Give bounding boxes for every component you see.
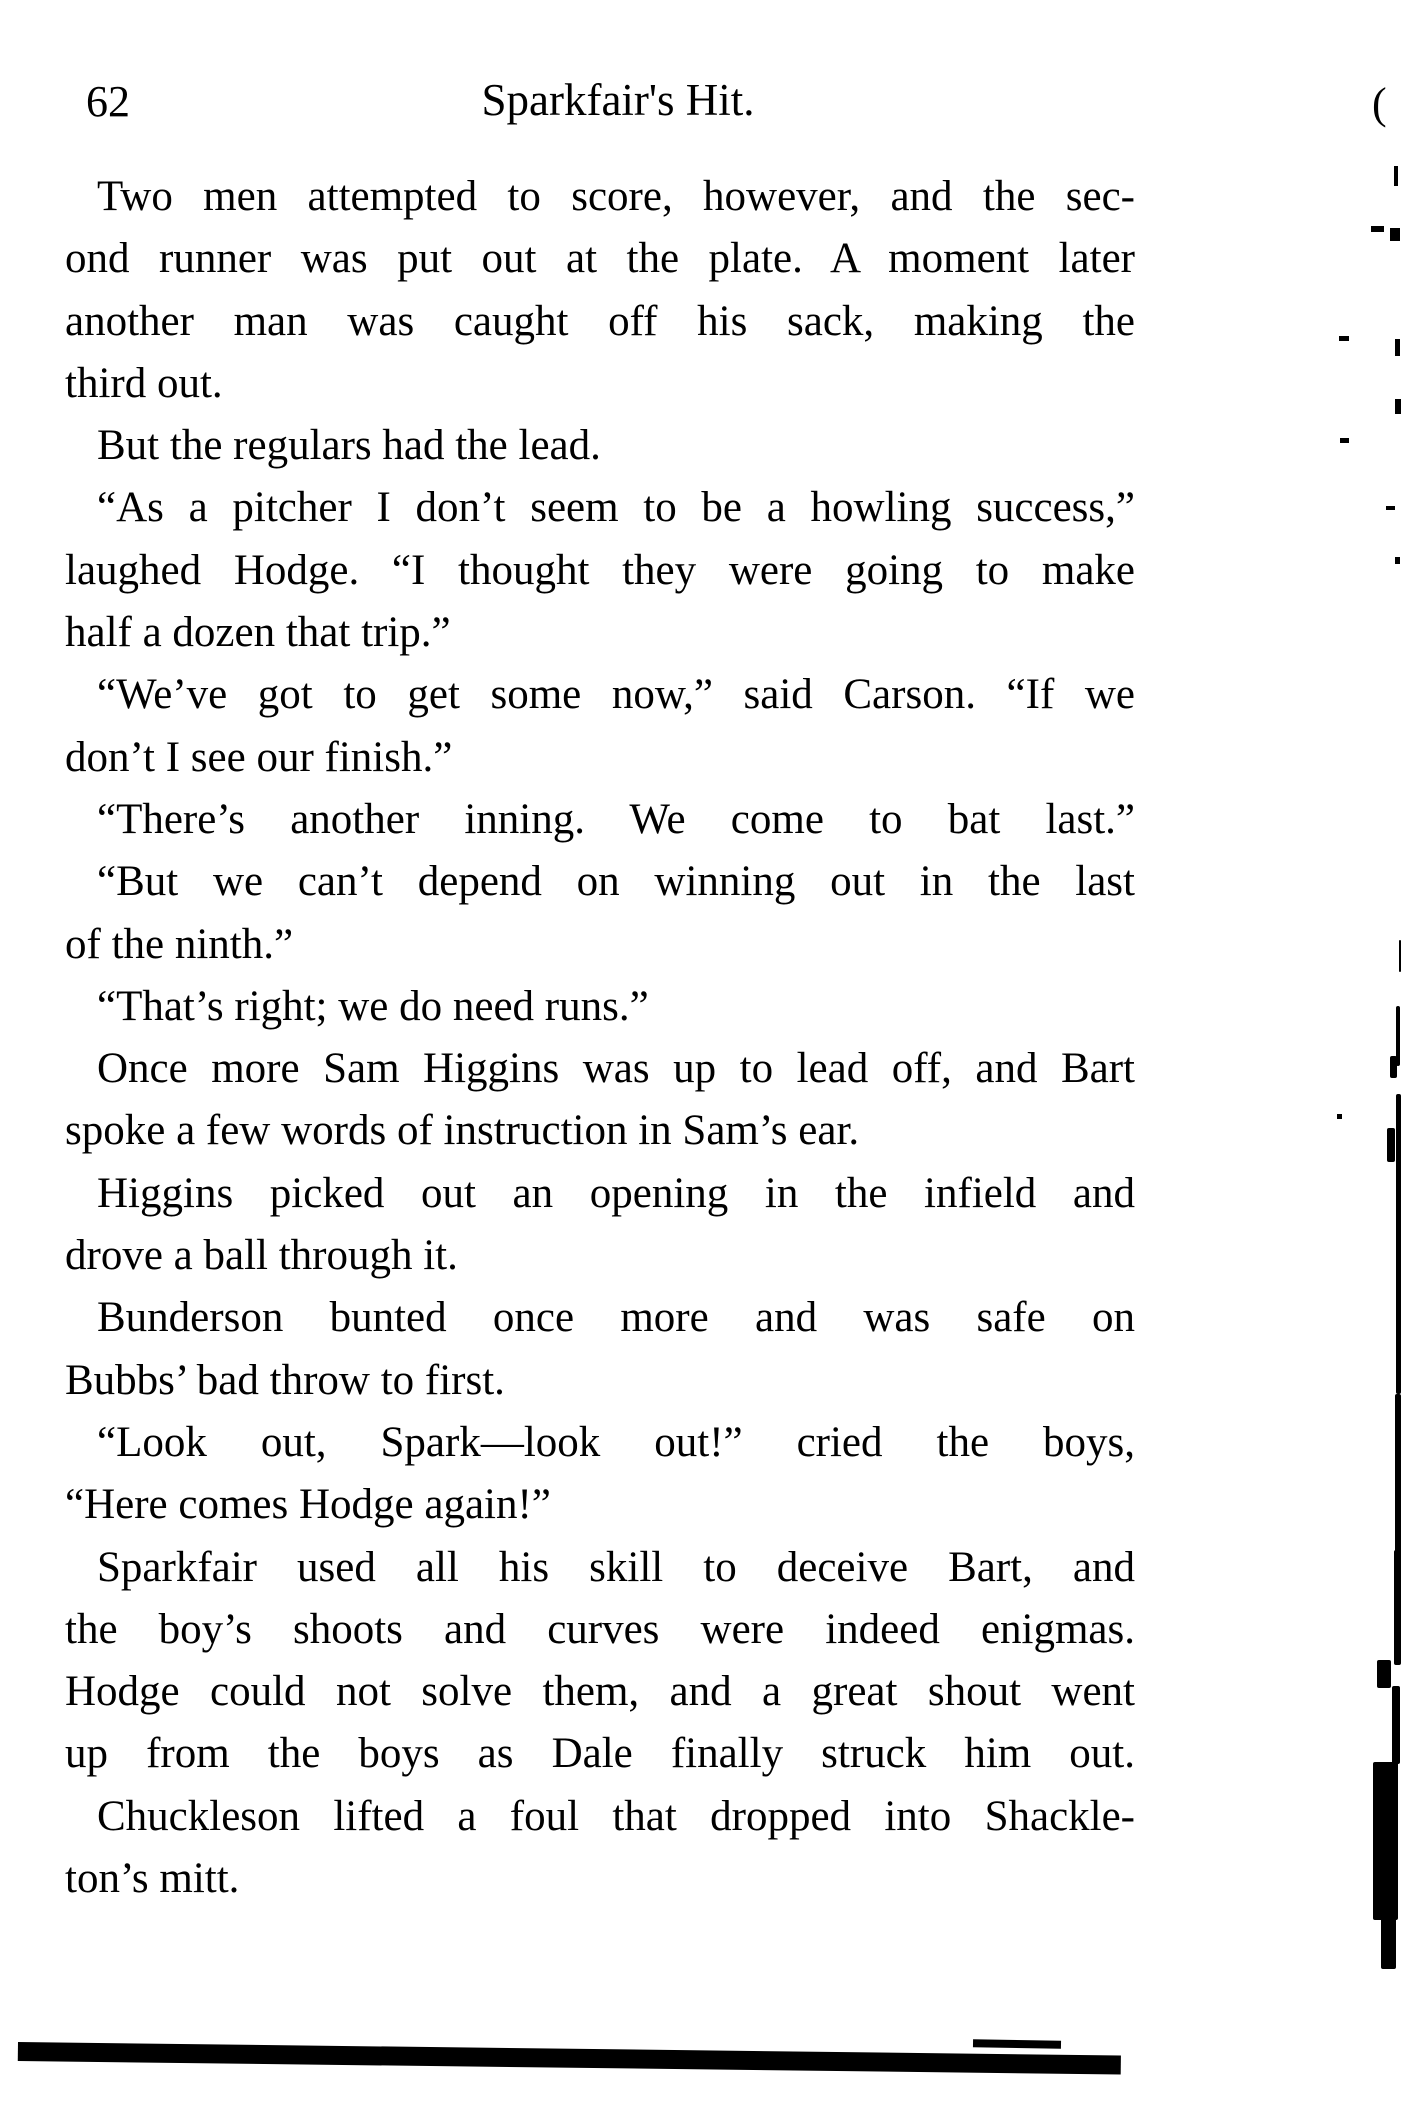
page-body-text	[65, 166, 1135, 1910]
ink-smudge	[1390, 228, 1400, 241]
text-line: the boy’s shoots and curves were indeed enigmas.	[65, 1605, 1135, 1653]
text-line: laughed Hodge. “I thought they were going to make	[65, 546, 1135, 594]
scan-edge-streak	[1381, 1917, 1396, 1969]
scan-edge-streak	[1373, 1762, 1398, 1920]
text-line: Bunderson bunted once more and was safe on	[97, 1294, 1135, 1342]
text-line: Bubbs’ bad throw to first.	[65, 1356, 505, 1404]
text-line: Hodge could not solve them, and a great shout went	[65, 1668, 1135, 1716]
text-line: “Look out, Spark—look out!” cried the boys,	[97, 1418, 1135, 1466]
text-line: of the ninth.”	[65, 920, 294, 968]
text-line: Chuckleson lifted a foul that dropped into Shackle-	[97, 1792, 1135, 1840]
text-line: Higgins picked out an opening in the infield and	[97, 1169, 1135, 1217]
scan-edge-streak	[1394, 1550, 1401, 1665]
ink-smudge	[1394, 166, 1398, 186]
scan-edge-streak	[1377, 1660, 1391, 1688]
ink-smudge	[1339, 336, 1349, 341]
page-number: 62	[86, 77, 130, 126]
ink-smudge	[1340, 438, 1349, 443]
text-line: ond runner was put out at the plate. A moment later	[65, 235, 1135, 283]
running-header-title: Sparkfair's Hit.	[481, 75, 755, 125]
text-line: “That’s right; we do need runs.”	[97, 982, 649, 1030]
scan-bottom-bar	[18, 2042, 1121, 2074]
ink-smudge	[1386, 506, 1395, 510]
scan-edge-streak	[1399, 940, 1401, 972]
scan-edge-streak	[1387, 1128, 1395, 1162]
text-line: spoke a few words of instruction in Sam’s ear.	[65, 1107, 860, 1155]
ink-smudge	[1395, 557, 1400, 564]
text-line: ton’s mitt.	[65, 1855, 240, 1903]
text-line: drove a ball through it.	[65, 1232, 458, 1280]
text-line: Two men attempted to score, however, and the sec-	[97, 173, 1135, 220]
ink-smudge: (	[1372, 79, 1387, 128]
ink-smudge	[1395, 399, 1401, 414]
scan-edge-streak	[1390, 1056, 1397, 1078]
text-line: Once more Sam Higgins was up to lead off, and Bart	[97, 1045, 1135, 1093]
text-line: “Here comes Hodge again!”	[65, 1481, 551, 1529]
text-line: But the regulars had the lead.	[97, 422, 601, 470]
text-line: another man was caught off his sack, making the	[65, 297, 1135, 345]
text-line: up from the boys as Dale finally struck him out.	[65, 1730, 1135, 1778]
text-line: “We’ve got to get some now,” said Carson. “If we	[97, 671, 1135, 719]
scan-edge-streak	[1392, 1686, 1400, 1764]
scan-edge-streak	[1396, 1094, 1401, 1394]
text-line: “But we can’t depend on winning out in the last	[97, 858, 1135, 906]
text-line: half a dozen that trip.”	[65, 609, 451, 657]
ink-smudge	[1337, 1114, 1342, 1119]
text-line: don’t I see our finish.”	[65, 733, 453, 781]
text-line: “There’s another inning. We come to bat last.”	[97, 795, 1135, 843]
ink-smudge	[973, 2039, 1061, 2049]
text-line: third out.	[65, 359, 223, 407]
ink-smudge	[1371, 226, 1384, 232]
ink-smudge	[1395, 339, 1400, 356]
text-line: “As a pitcher I don’t seem to be a howling success,”	[97, 484, 1135, 532]
text-line: Sparkfair used all his skill to deceive Bart, and	[97, 1543, 1135, 1591]
